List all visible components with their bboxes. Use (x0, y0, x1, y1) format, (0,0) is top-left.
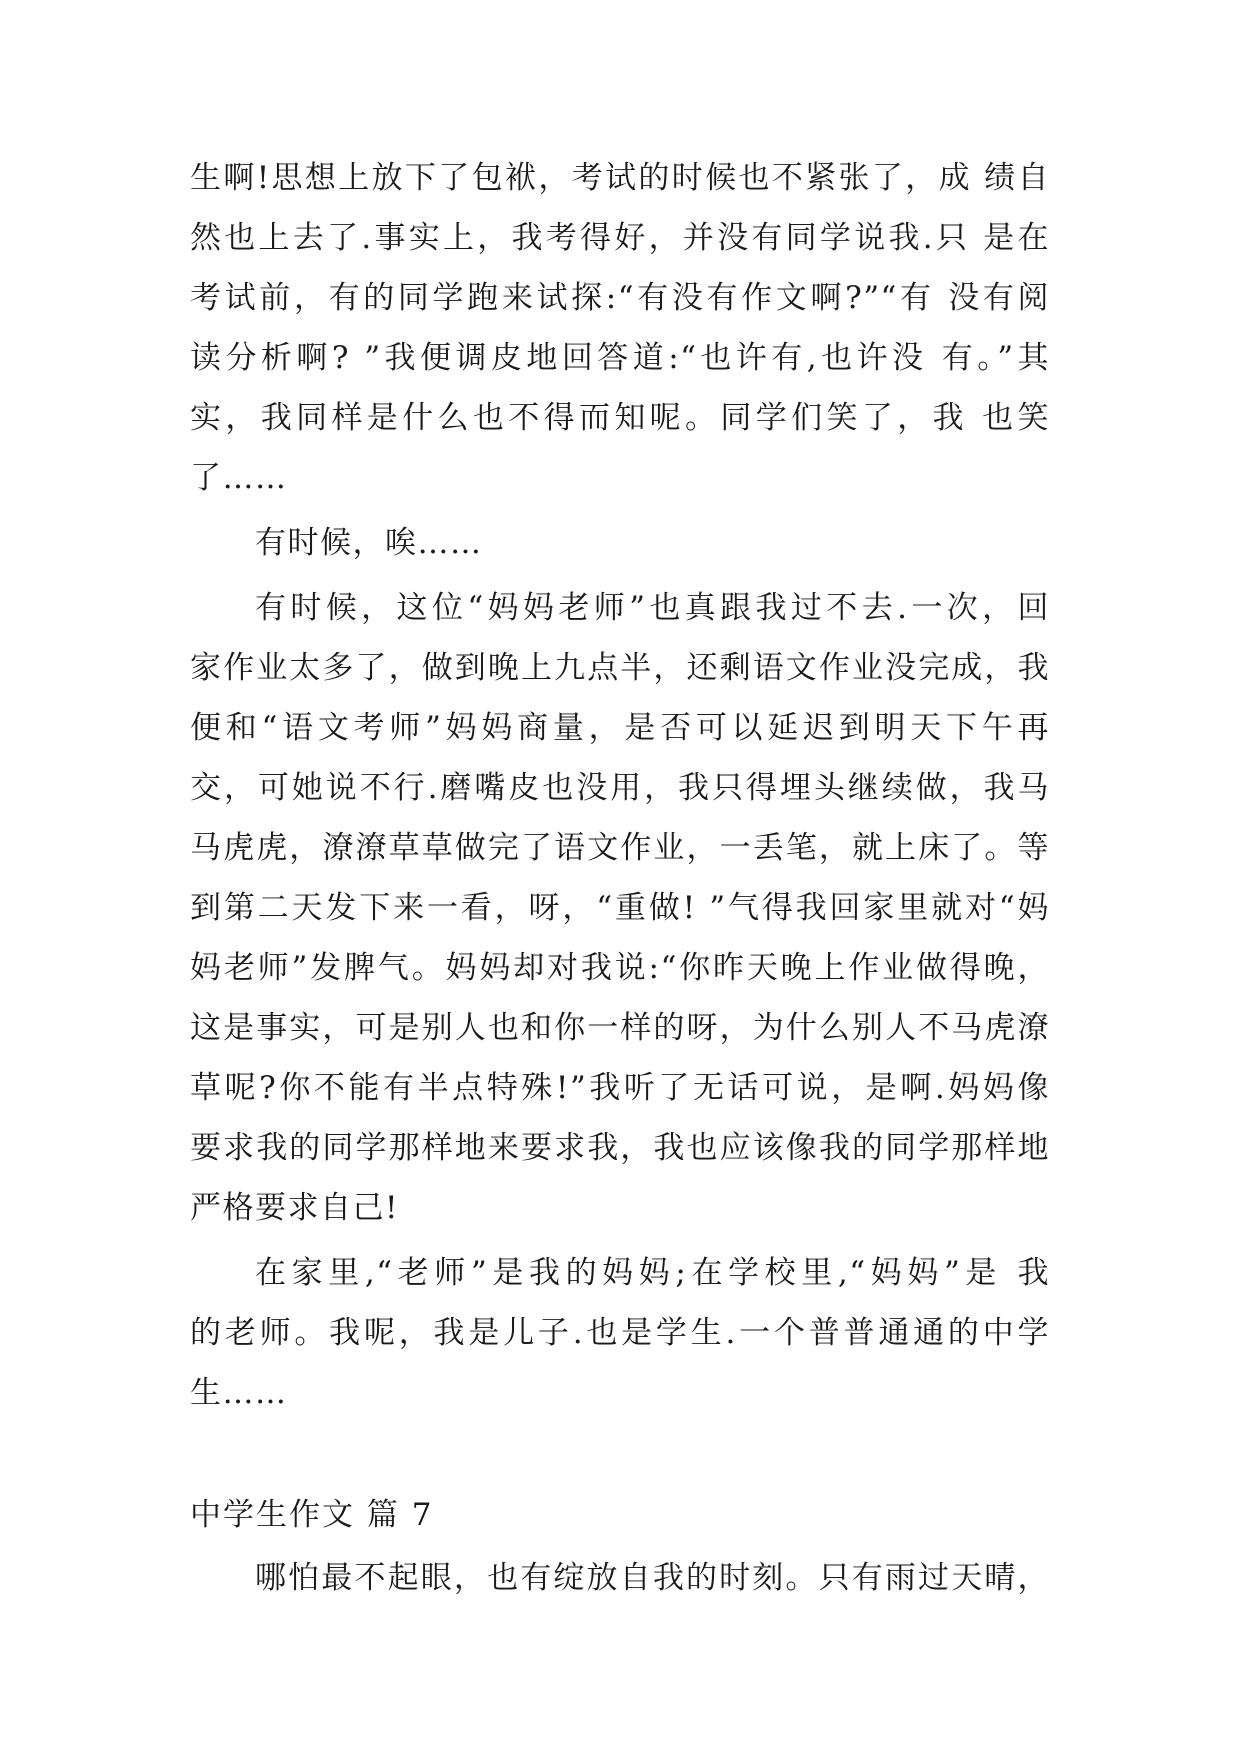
text-line: 马虎虎，潦潦草草做完了语文作业，一丢笔，就上床了。等 (190, 830, 1050, 866)
text-line: 然也上去了.事实上，我考得好，并没有同学说我.只 是在 (190, 220, 1050, 256)
text-line: 便和“语文考师”妈妈商量，是否可以延迟到明天下午再 (190, 710, 1050, 746)
paragraph-first-line: 有时候，这位“妈妈老师”也真跟我过不去.一次，回 (255, 590, 1050, 626)
text-line: 草呢?你不能有半点特殊!”我听了无话可说，是啊.妈妈像 (190, 1070, 1050, 1106)
text-line: 生啊!思想上放下了包袱，考试的时候也不紧张了，成 绩自 (190, 160, 1050, 196)
paragraph-first-line: 在家里,“老师”是我的妈妈;在学校里,“妈妈”是 我 (255, 1255, 1050, 1291)
text-line: 严格要求自己! (190, 1190, 399, 1226)
text-line: 这是事实，可是别人也和你一样的呀，为什么别人不马虎潦 (190, 1010, 1050, 1046)
text-line: 交，可她说不行.磨嘴皮也没用，我只得埋头继续做，我马 (190, 770, 1050, 806)
text-line: 的老师。我呢，我是儿子.也是学生.一个普普通通的中学 (190, 1315, 1050, 1351)
text-line: 实，我同样是什么也不得而知呢。同学们笑了，我 也笑 (190, 400, 1050, 436)
paragraph-first-line: 有时候，唉…… (255, 525, 483, 561)
section-heading: 中学生作文 篇 7 (190, 1497, 434, 1533)
text-line: 了…… (190, 460, 288, 496)
text-line: 到第二天发下来一看，呀，“重做! ”气得我回家里就对“妈 (190, 890, 1050, 926)
paragraph-first-line: 哪怕最不起眼，也有绽放自我的时刻。只有雨过天晴， (255, 1560, 1050, 1596)
text-line: 妈老师”发脾气。妈妈却对我说:“你昨天晚上作业做得晚， (190, 950, 1050, 986)
text-line: 读分析啊? ”我便调皮地回答道:“也许有,也许没 有。”其 (190, 340, 1050, 376)
text-line: 要求我的同学那样地来要求我，我也应该像我的同学那样地 (190, 1130, 1050, 1166)
text-line: 考试前，有的同学跑来试探:“有没有作文啊?”“有 没有阅 (190, 280, 1050, 316)
text-line: 生…… (190, 1375, 288, 1411)
text-line: 家作业太多了，做到晚上九点半，还剩语文作业没完成，我 (190, 650, 1050, 686)
